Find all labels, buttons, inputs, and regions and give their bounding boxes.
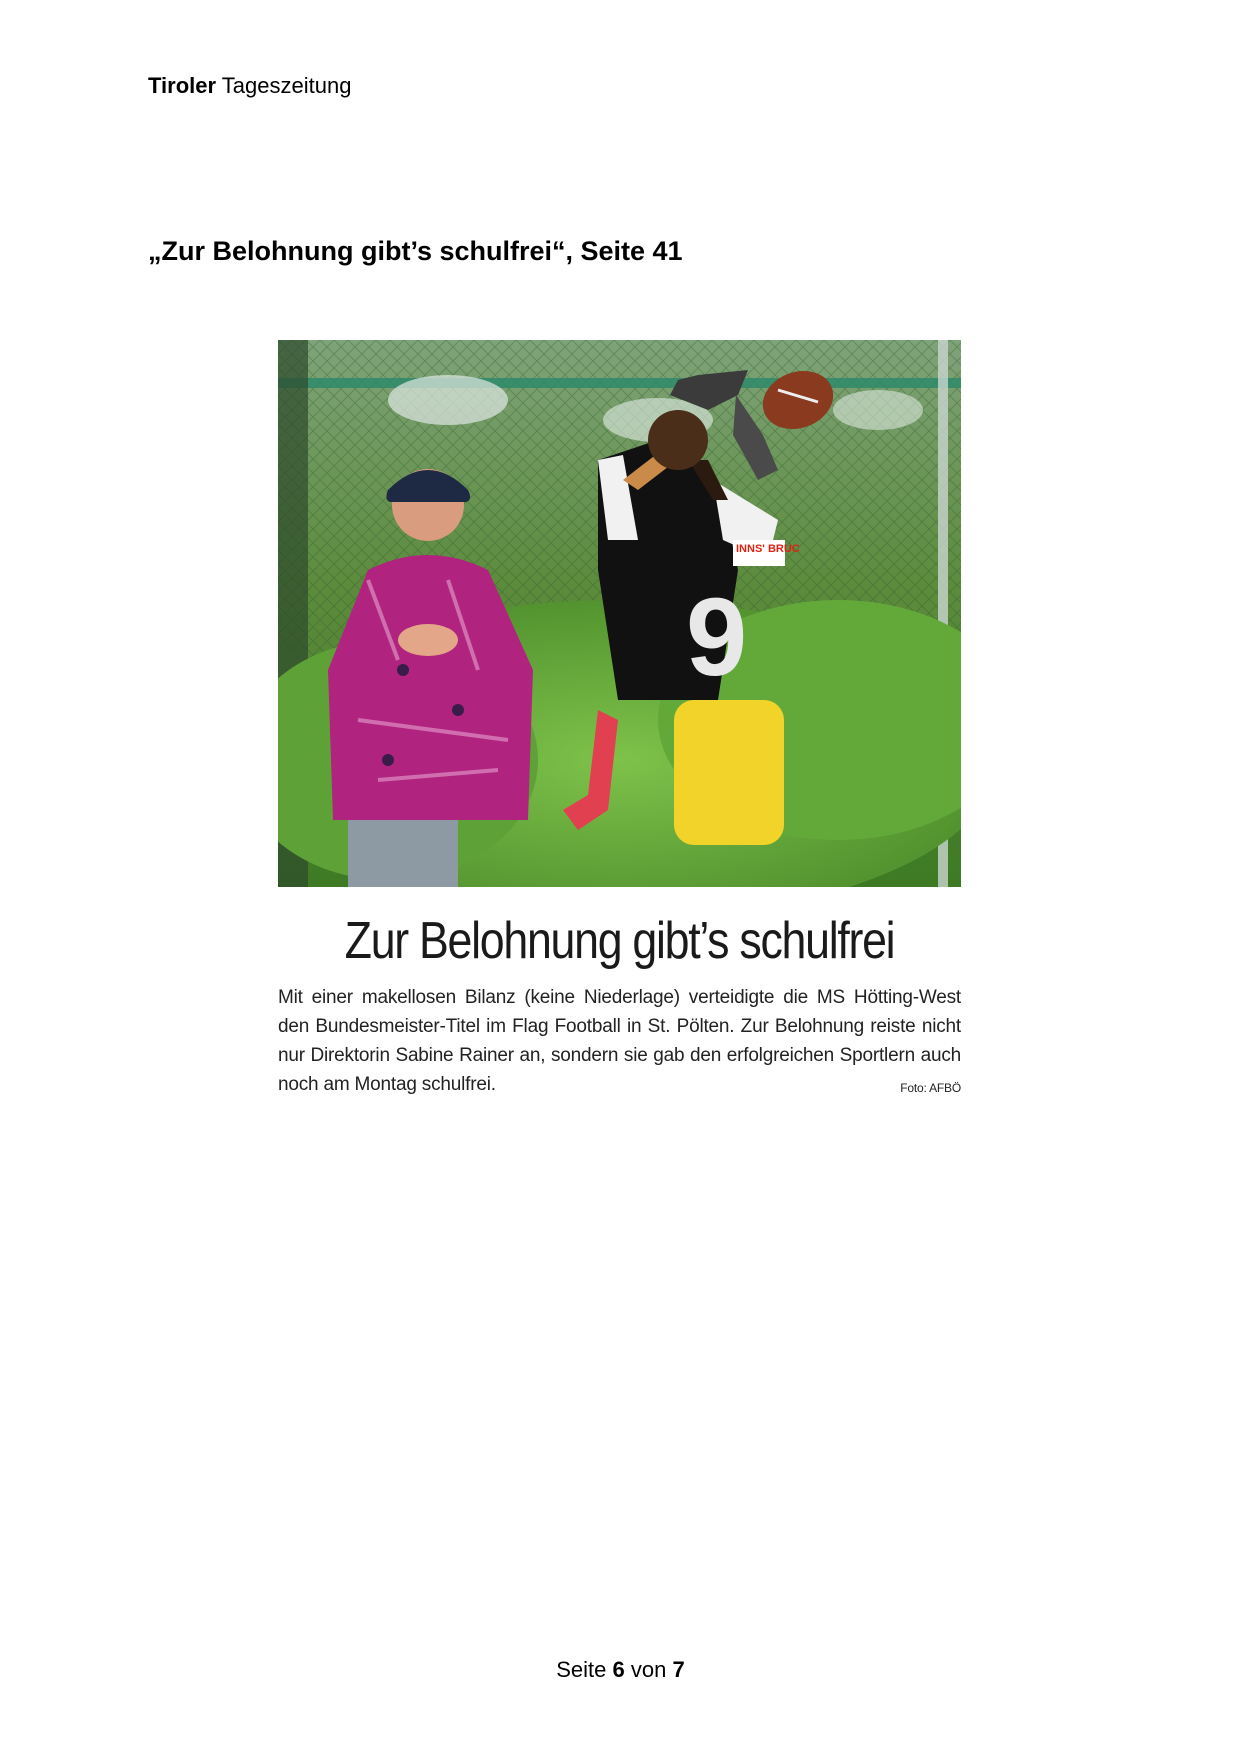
article-reference-headline: „Zur Belohnung gibt’s schulfrei“, Seite 41 xyxy=(148,236,683,266)
footer-separator: von xyxy=(630,1657,667,1682)
article-photo xyxy=(278,340,961,887)
publication-name-regular: Tageszeitung xyxy=(221,73,352,98)
page-footer xyxy=(0,1657,1241,1683)
photo-credit: Foto: AFBÖ xyxy=(900,1081,961,1095)
footer-prefix: Seite xyxy=(556,1657,607,1682)
jersey-sponsor-text: INNS' BRUC xyxy=(736,543,800,555)
newspaper-clipping xyxy=(278,340,961,1103)
jersey-number: 9 xyxy=(686,576,748,699)
clipping-body-text: Mit einer makellosen Bilanz (keine Niederlage) verteidigte die MS Hötting-West den Bundesmeister-Titel im Flag Football in St. Pölten. Zur Belohnung reiste nicht nur Direktorin Sabine Rainer an, sondern sie gab den erfolgreichen Sportlern auch noch am Montag schulfrei. xyxy=(278,987,961,1095)
footer-page-total: 7 xyxy=(672,1657,685,1682)
publication-name-bold: Tiroler xyxy=(148,73,217,98)
clipping-body xyxy=(278,983,961,1099)
publication-name xyxy=(148,73,351,99)
footer-page-number: 6 xyxy=(612,1657,625,1682)
clipping-title: Zur Belohnung gibt’s schulfrei xyxy=(344,912,895,970)
